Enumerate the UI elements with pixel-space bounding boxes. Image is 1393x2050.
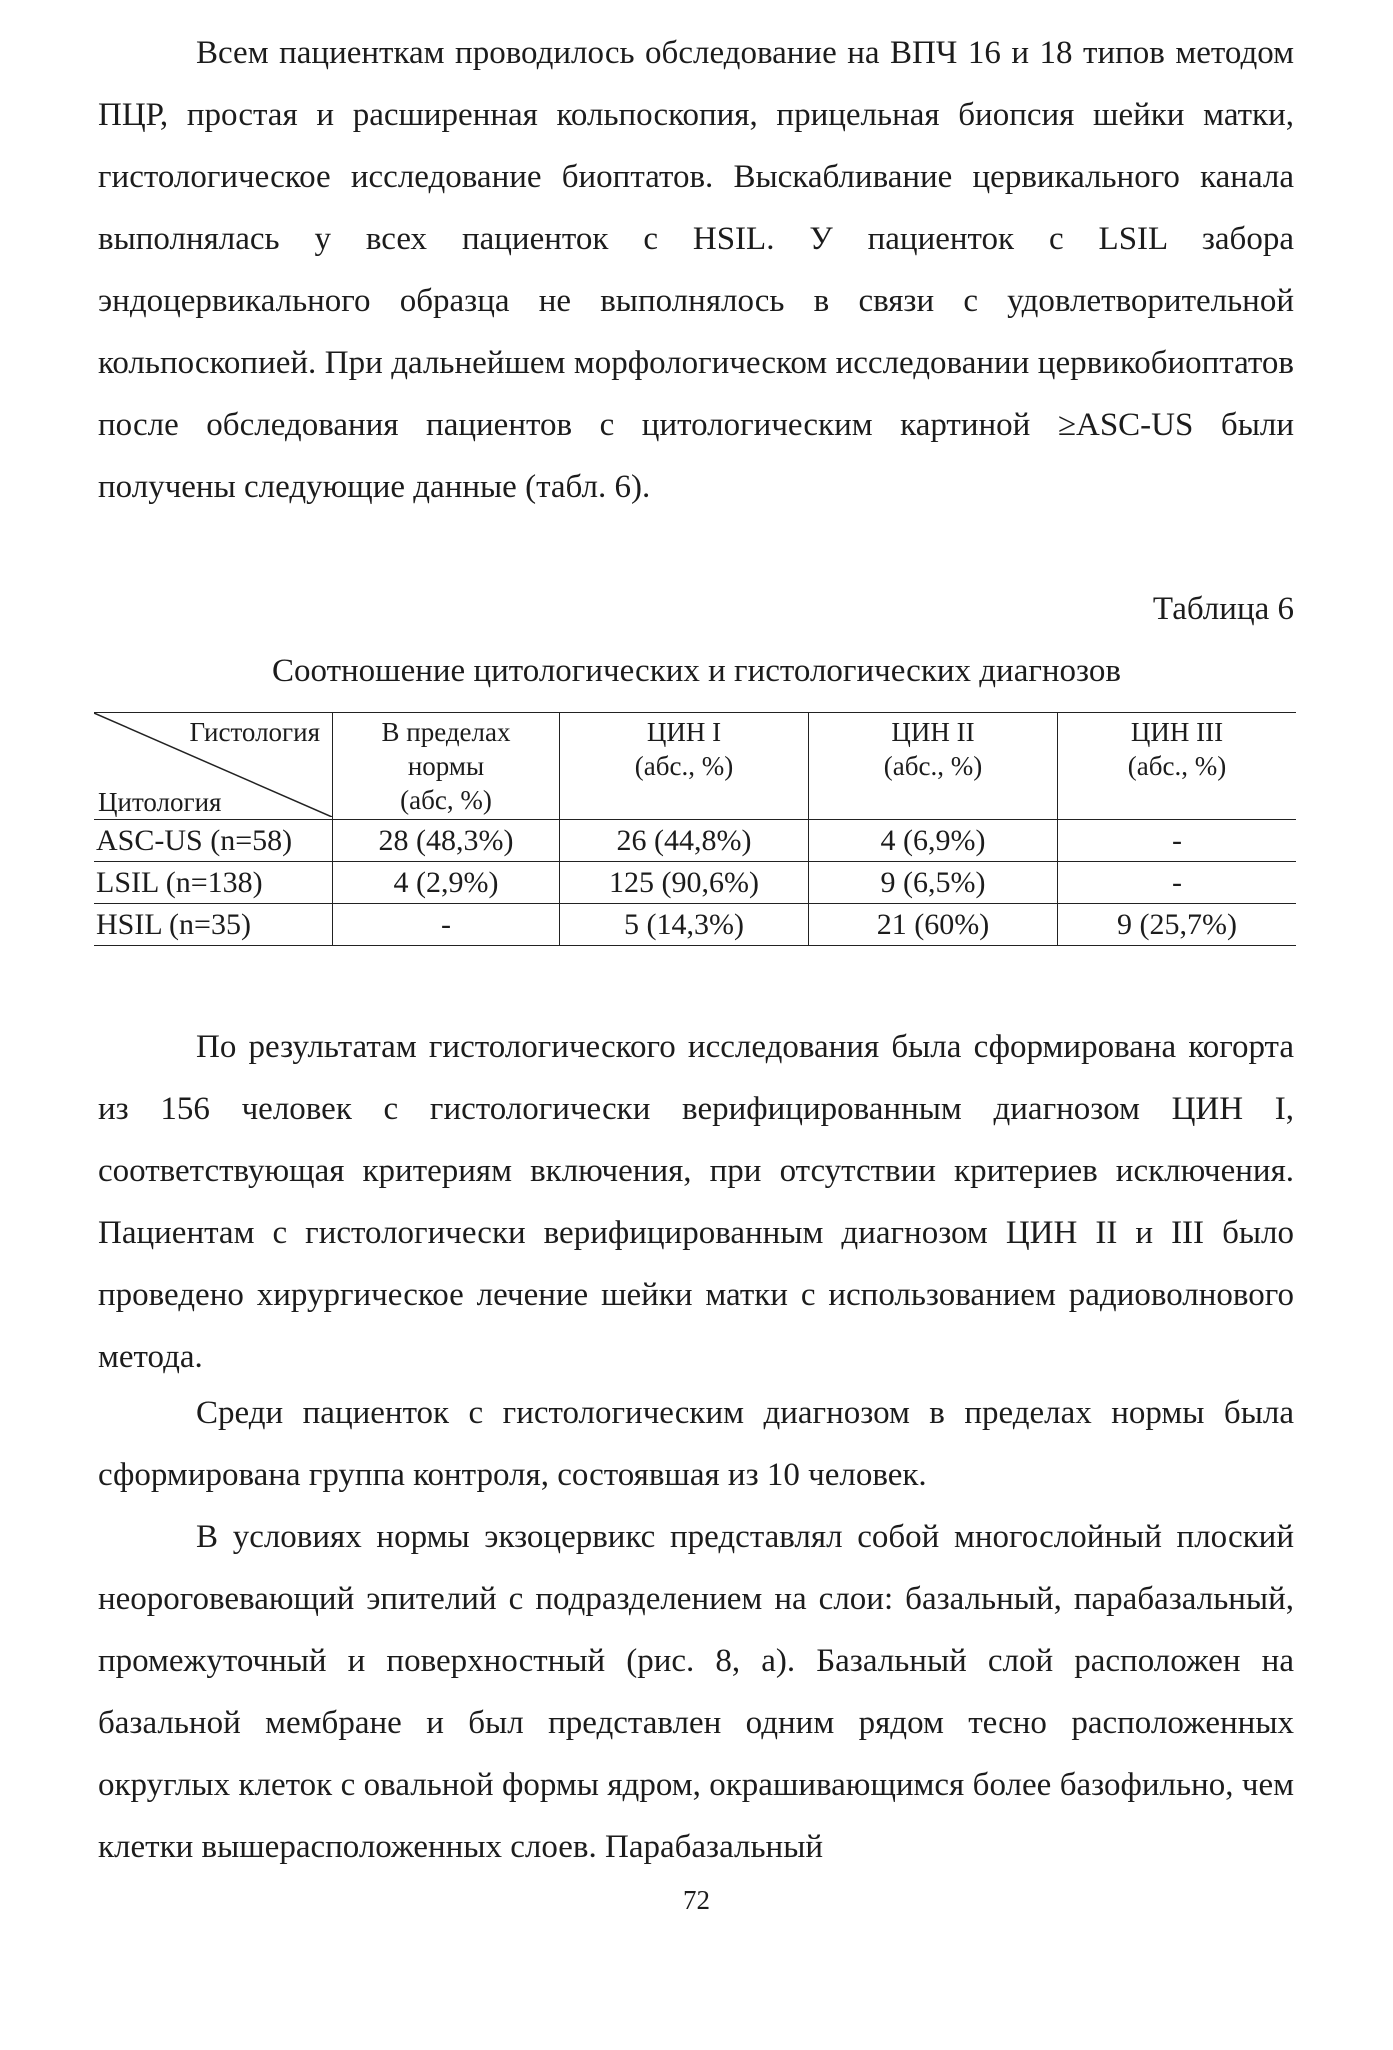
header-text: ЦИН II <box>891 717 975 747</box>
header-text: ЦИН III <box>1130 717 1224 747</box>
paragraph-control-group: Среди пациенток с гистологическим диагнозом в пределах нормы была сформирована группа контроля, состоявшая из 10 человек. <box>98 1395 1294 1493</box>
table-header-row <box>94 713 1296 820</box>
table-cell: 26 (44,8%) <box>560 820 809 862</box>
table-cell: LSIL (n=138) <box>94 862 333 904</box>
table-cell: 5 (14,3%) <box>560 904 809 946</box>
table-cell: 4 (2,9%) <box>333 862 560 904</box>
paragraph-exocervix: В условиях нормы экзоцервикс представлял собой многослойный плоский неороговевающий эпителий с подразделением на слои: базальный, парабазальный, промежуточный и поверхностный (рис. 8, а). Базальный слой расположен на базальной мембране и был представлен одним рядом тесно расположенных округлых клеток с овальной формы ядром, окрашивающимся более базофильно, чем клетки вышерасположенных слоев. Парабазальный <box>98 1519 1294 1865</box>
header-text: (абс., %) <box>883 751 983 781</box>
header-text: нормы <box>407 751 485 781</box>
table-label: Таблица 6 <box>1152 591 1294 627</box>
header-cell-cin3 <box>1058 713 1297 820</box>
table-row <box>94 904 1296 946</box>
table-cell: ASC-US (n=58) <box>94 820 333 862</box>
table-cell: - <box>1058 820 1297 862</box>
table-row <box>94 862 1296 904</box>
table-cell: 28 (48,3%) <box>333 820 560 862</box>
table-corner-cell <box>94 713 333 820</box>
table-title: Соотношение цитологических и гистологических диагнозов <box>272 653 1121 689</box>
header-cell-cin1 <box>560 713 809 820</box>
header-text: В пределах <box>381 717 511 747</box>
header-text: (абс., %) <box>634 751 734 781</box>
table-cell: - <box>1058 862 1297 904</box>
table-cell: 9 (6,5%) <box>809 862 1058 904</box>
header-cell-cin2 <box>809 713 1058 820</box>
table-row <box>94 820 1296 862</box>
paragraph-results: По результатам гистологического исследования была сформирована когорта из 156 человек с гистологически верифицированным диагнозом ЦИН I, соответствующая критериям включения, при отсутствии критериев исключения. Пациентам с гистологически верифицированным диагнозом ЦИН II и III было проведено хирургическое лечение шейки матки с использованием радиоволнового метода. <box>98 1029 1294 1375</box>
header-text: (абс, %) <box>400 785 492 815</box>
table-cell: 125 (90,6%) <box>560 862 809 904</box>
table-cell: HSIL (n=35) <box>94 904 333 946</box>
diagnosis-correlation-table <box>94 712 1296 946</box>
table-cell: - <box>333 904 560 946</box>
header-cell-normal <box>333 713 560 820</box>
header-text: (абс., %) <box>1127 751 1227 781</box>
corner-label-histology: Гистология <box>189 717 320 747</box>
table-cell: 21 (60%) <box>809 904 1058 946</box>
table-cell: 4 (6,9%) <box>809 820 1058 862</box>
table-cell: 9 (25,7%) <box>1058 904 1297 946</box>
header-text: ЦИН I <box>646 717 722 747</box>
page-number: 72 <box>683 1885 710 1915</box>
corner-label-cytology: Цитология <box>98 787 222 817</box>
paragraph-methods: Всем пациенткам проводилось обследование на ВПЧ 16 и 18 типов методом ПЦР, простая и расширенная кольпоскопия, прицельная биопсия шейки матки, гистологическое исследование биоптатов. Выскабливание цервикального канала выполнялась у всех пациенток с HSIL. У пациенток с LSIL забора эндоцервикального образца не выполнялось в связи с удовлетворительной кольпоскопией. При дальнейшем морфологическом исследовании цервикобиоптатов после обследования пациентов с цитологическим картиной ≥ASC-US были получены следующие данные (табл. 6). <box>98 35 1294 505</box>
